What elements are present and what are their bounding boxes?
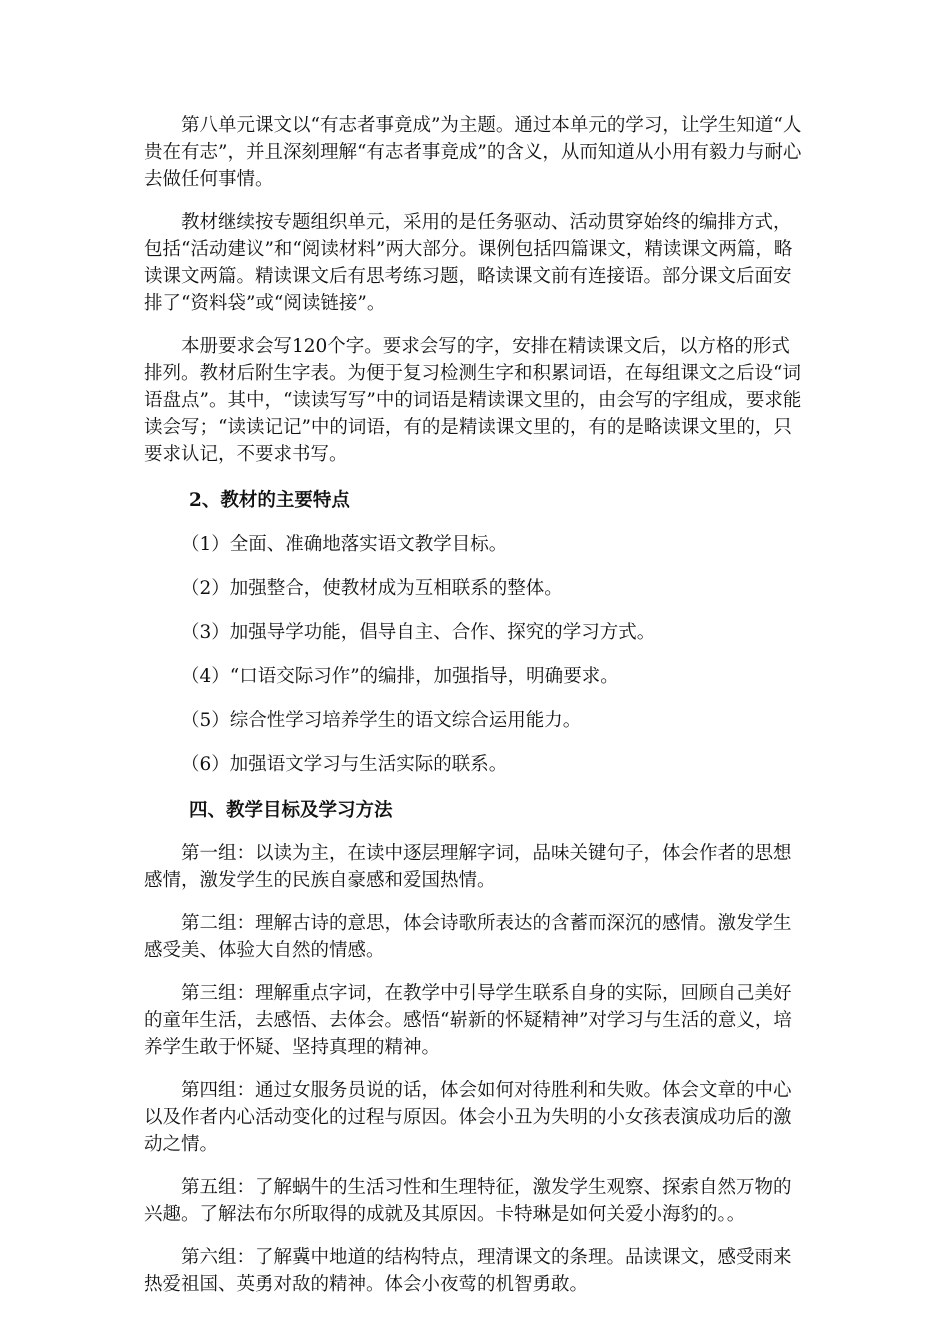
section-heading-features: 2、教材的主要特点: [189, 490, 350, 511]
feature-item: （4）“口语交际习作”的编排，加强指导，明确要求。: [181, 666, 619, 687]
feature-item: （6）加强语文学习与生活实际的联系。: [181, 754, 508, 775]
document-body: [144, 112, 808, 1298]
group-paragraph: 第六组：了解冀中地道的结构特点，理清课文的条理。品读课文，感受雨来热爱祖国、英勇对敌的精神。体会小夜莺的机智勇敢。: [144, 1247, 792, 1295]
group-paragraph: 第一组：以读为主，在读中逐层理解字词，品味关键句子，体会作者的思想感情，激发学生的民族自豪感和爱国热情。: [144, 843, 792, 891]
feature-item: （5）综合性学习培养学生的语文综合运用能力。: [181, 710, 582, 731]
group-paragraph: 第四组：通过女服务员说的话，体会如何对待胜利和失败。体会文章的中心以及作者内心活动变化的过程与原因。体会小丑为失明的小女孩表演成功后的激动之情。: [144, 1080, 792, 1155]
feature-item: （3）加强导学功能，倡导自主、合作、探究的学习方式。: [181, 622, 656, 643]
paragraph-writing-requirements: 本册要求会写120个字。要求会写的字，安排在精读课文后，以方格的形式排列。教材后附生字表。为便于复习检测生字和积累词语，在每组课文之后设“词语盘点”。其中，“读读写写”中的词语是精读课文里的，由会写的字组成，要求能读会写；“读读记记”中的词语，有的是精读课文里的，有的是略读课文里的，只要求认记，不要求书写。: [144, 336, 802, 465]
paragraph-unit-eight: 第八单元课文以“有志者事竟成”为主题。通过本单元的学习，让学生知道“人贵在有志”，并且深刻理解“有志者事竟成”的含义，从而知道从小用有毅力与耐心去做任何事情。: [144, 115, 802, 190]
group-paragraph: 第二组：理解古诗的意思，体会诗歌所表达的含蓄而深沉的感情。激发学生感受美、体验大自然的情感。: [144, 913, 792, 961]
section-heading-goals: 四、教学目标及学习方法: [189, 800, 393, 821]
feature-item: （1）全面、准确地落实语文教学目标。: [181, 534, 508, 555]
group-paragraph: 第五组：了解蜗牛的生活习性和生理特征，激发学生观察、探索自然万物的兴趣。了解法布尔所取得的成就及其原因。卡特琳是如何关爱小海豹的。。: [144, 1177, 792, 1225]
feature-item: （2）加强整合，使教材成为互相联系的整体。: [181, 578, 563, 599]
paragraph-organization: 教材继续按专题组织单元，采用的是任务驱动、活动贯穿始终的编排方式，包括“活动建议”和“阅读材料”两大部分。课例包括四篇课文，精读课文两篇，略读课文两篇。精读课文后有思考练习题，略读课文前有连接语。部分课文后面安排了“资料袋”或“阅读链接”。: [144, 212, 793, 314]
group-paragraph: 第三组：理解重点字词，在教学中引导学生联系自身的实际，回顾自己美好的童年生活，去感悟、去体会。感悟“崭新的怀疑精神”对学习与生活的意义，培养学生敢于怀疑、坚持真理的精神。: [144, 983, 792, 1058]
